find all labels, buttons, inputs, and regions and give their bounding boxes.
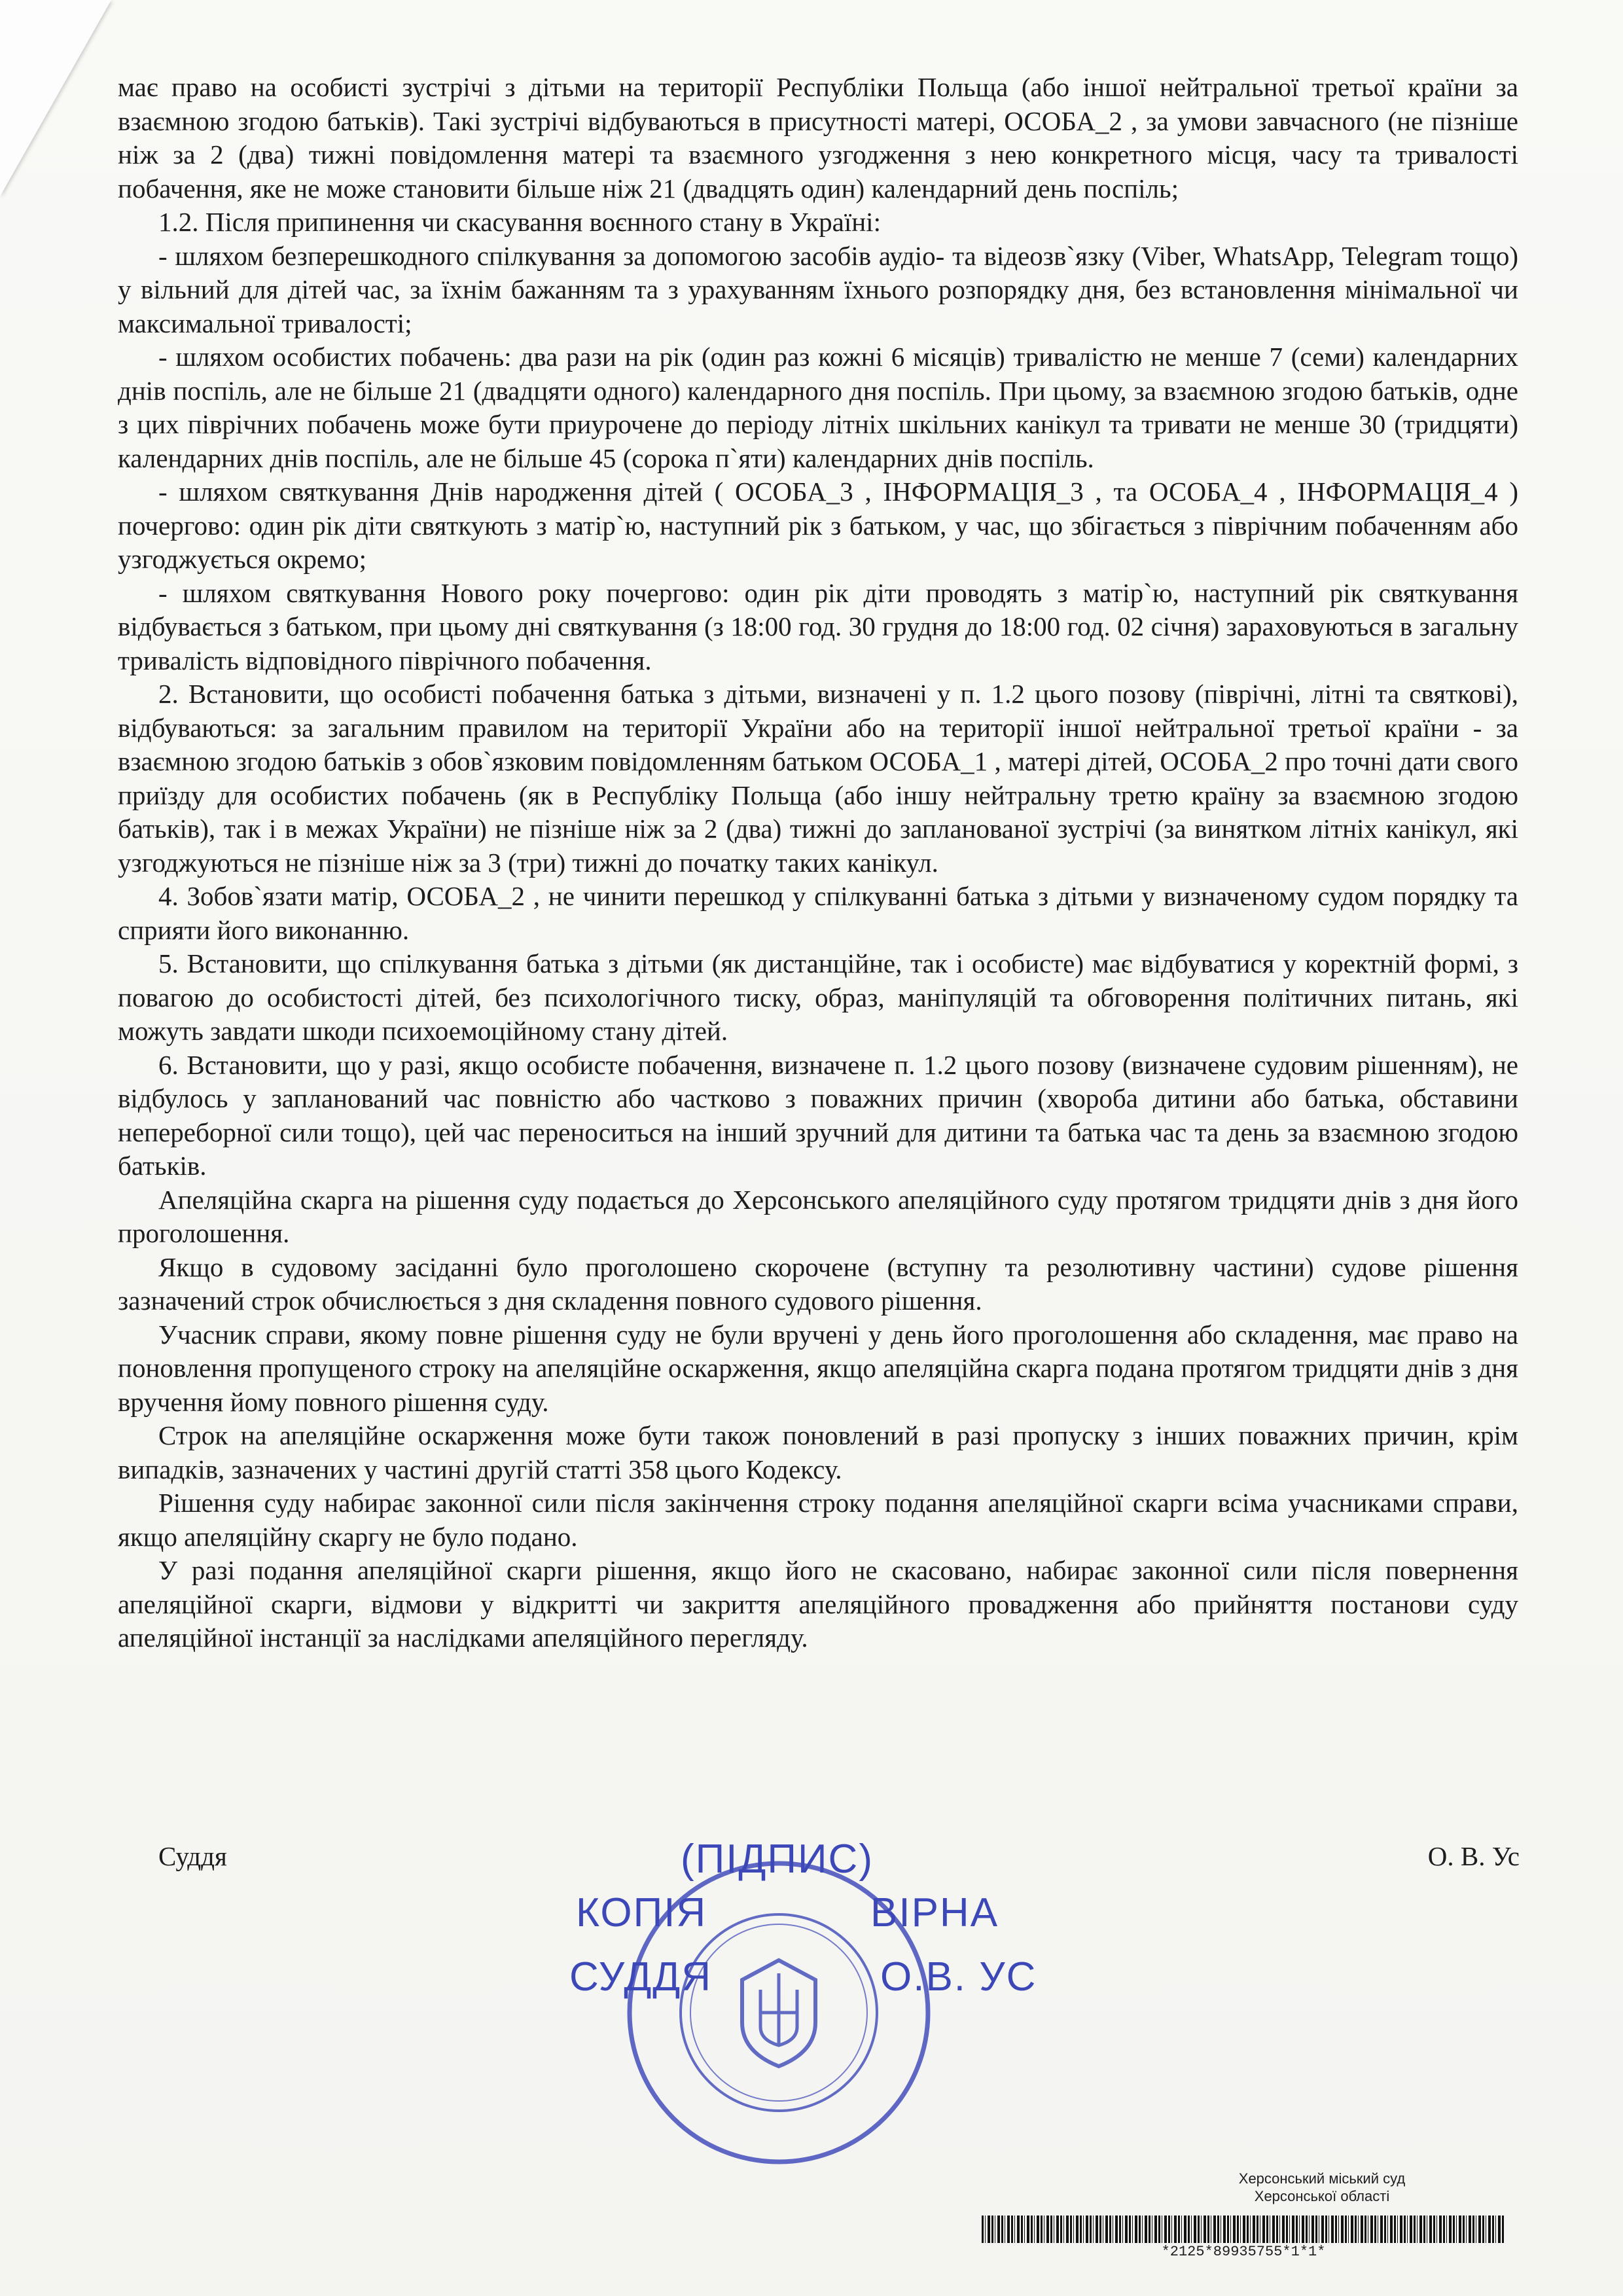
barcode-number: *2125*89935755*1*1* (1161, 2244, 1326, 2260)
paragraph-point-6: 6. Встановити, що у разі, якщо особисте побачення, визначене п. 1.2 цього позову (визначене судовим рішенням), не відбулось у запланований час повністю або частково з поважних причин (хвороба дитини або батька, обставини непереборної сили тощо), цей час переноситься на інший зручний для дитини та батька час та день за взаємною згодою батьків. (118, 1049, 1518, 1181)
judge-name: О. В. Ус (1427, 1841, 1520, 1871)
paragraph-continuation: має право на особисті зустрічі з дітьми на території Республіки Польща (або іншої нейтральної третьої країни за взаємною згодою батьків). Такі зустрічі відбуваються в присутності матері, ОСОБА_2 , за умови завчасного (не пізніше ніж за 2 (два) тижні повідомлення матері та взаємного узгодження з нею конкретного місця, часу та тривалості побачення, яке не може становити більше ніж 21 (двадцять один) календарний день поспіль; (118, 72, 1518, 204)
judge-label: Суддя (158, 1841, 227, 1871)
paragraph-new-year: - шляхом святкування Нового року почергово: один рік діти проводять з матір`ю, наступний рік святкування відбувається з батьком, при цьому дні святкування (з 18:00 год. 30 грудня до 18:00 год. 02 січня) зараховуються в загальну тривалість відповідного піврічного побачення. (118, 577, 1518, 675)
folded-corner (0, 0, 111, 196)
stamp-judge-name: О.В. УС (880, 1954, 1037, 2000)
paragraph-personal-meetings: - шляхом особистих побачень: два рази на рік (один раз кожні 6 місяців) тривалістю не менше 7 (семи) календарних днів поспіль, але не більше 21 (двадцяти одного) календарного дня поспіль. При цьому, за взаємною згодою батьків, одне з цих піврічних побачень може бути приурочене до періоду літніх шкільних канікул та тривати не менше 30 (тридцяти) календарних днів поспіль, але не більше 45 (сорока п`яти) календарних днів поспіль. (118, 342, 1518, 473)
court-region: Херсонської області (1254, 2188, 1390, 2204)
paragraph-birthdays: - шляхом святкування Днів народження дітей ( ОСОБА_3 , ІНФОРМАЦІЯ_3 , та ОСОБА_4 , ІНФОРМАЦІЯ_4 ) почергово: один рік діти святкують з матір`ю, наступний рік з батьком, у час, що збігається з піврічним побаченням або узгоджується окремо; (118, 476, 1518, 574)
paragraph-short-decision: Якщо в судовому засіданні було проголошено скорочене (вступну та резолютивну частини) судове рішення зазначений строк обчислюється з дня складення повного судового рішення. (118, 1251, 1518, 1316)
stamp-signed-label: (ПІДПИС) (681, 1837, 874, 1882)
paragraph-term-renewal: Строк на апеляційне оскарження може бути також поновлений в разі пропуску з інших поважних причин, крім випадків, зазначених у частині другій статті 358 цього Кодексу. (118, 1420, 1518, 1484)
stamp-judge-label: СУДДЯ (569, 1954, 713, 2000)
paragraph-point-4: 4. Зобов`язати матір, ОСОБА_2 , не чинити перешкод у спілкуванні батька з дітьми у визначеному судом порядку та сприяти його виконанню. (118, 881, 1518, 945)
paragraph-renewal: Учасник справи, якому повне рішення суду не були вручені у день його проголошення або складення, має право на поновлення пропущеного строку на апеляційне оскарження, якщо апеляційна скарга подана протягом тридцяти днів з дня вручення йому повного рішення суду. (118, 1319, 1518, 1417)
paragraph-remote-communication: - шляхом безперешкодного спілкування за допомогою засобів аудіо- та відеозв`язку (Viber, WhatsApp, Telegram тощо) у вільний для дітей час, за їхнім бажанням та з урахуванням їхнього розпорядку дня, без встановлення мінімальної чи максимальної тривалості; (118, 240, 1518, 338)
paragraph-point-2: 2. Встановити, що особисті побачення батька з дітьми, визначені у п. 1.2 цього позову (піврічні, літні та святкові), відбуваються: за загальним правилом на території України або на території іншої нейтральної третьої країни - за взаємною згодою батьків з обов`язковим повідомленням батьком ОСОБА_1 , матері дітей, ОСОБА_2 про точні дати свого приїзду для особистих побачень (як в Республіку Польща (або іншу нейтральну третю країну за взаємною згодою батьків), так і в межах України) не пізніше ніж за 2 (два) тижні до запланованої зустрічі (за винятком літніх канікул, які узгоджуються не пізніше ніж за 3 (три) тижні до початку таких канікул. (118, 679, 1518, 878)
paragraph-legal-force: Рішення суду набирає законної сили після закінчення строку подання апеляційної скарги всіма учасниками справи, якщо апеляційну скаргу не було подано. (118, 1488, 1518, 1552)
paragraph-point-5: 5. Встановити, що спілкування батька з дітьми (як дистанційне, так і особисте) має відбуватися у коректній формі, з повагою до особистості дітей, без психологічного тиску, образ, маніпуляцій та обговорення політичних питань, які можуть завдати шкоди психоемоційному стану дітей. (118, 948, 1518, 1046)
stamp-copy-label: КОПІЯ (576, 1890, 707, 1935)
paragraph-appeal: Апеляційна скарга на рішення суду подається до Херсонського апеляційного суду протягом тридцяти днів з дня його проголошення. (118, 1184, 1518, 1248)
barcode (982, 2215, 1505, 2243)
paragraph-legal-force-appeal: У разі подання апеляційної скарги рішення, якщо його не скасовано, набирає законної сили після повернення апеляційної скарги, відмови у відкритті чи закриття апеляційного провадження або прийняття постанови суду апеляційної інстанції за наслідками апеляційного перегляду. (118, 1555, 1518, 1653)
court-name: Херсонський міський суд (1238, 2170, 1406, 2187)
court-footer (1139, 2170, 1505, 2205)
paragraph-section-1-2: 1.2. Після припинення чи скасування воєнного стану в Україні: (158, 207, 881, 237)
document-body (118, 71, 1518, 1655)
stamp-true-label: ВІРНА (870, 1890, 999, 1935)
